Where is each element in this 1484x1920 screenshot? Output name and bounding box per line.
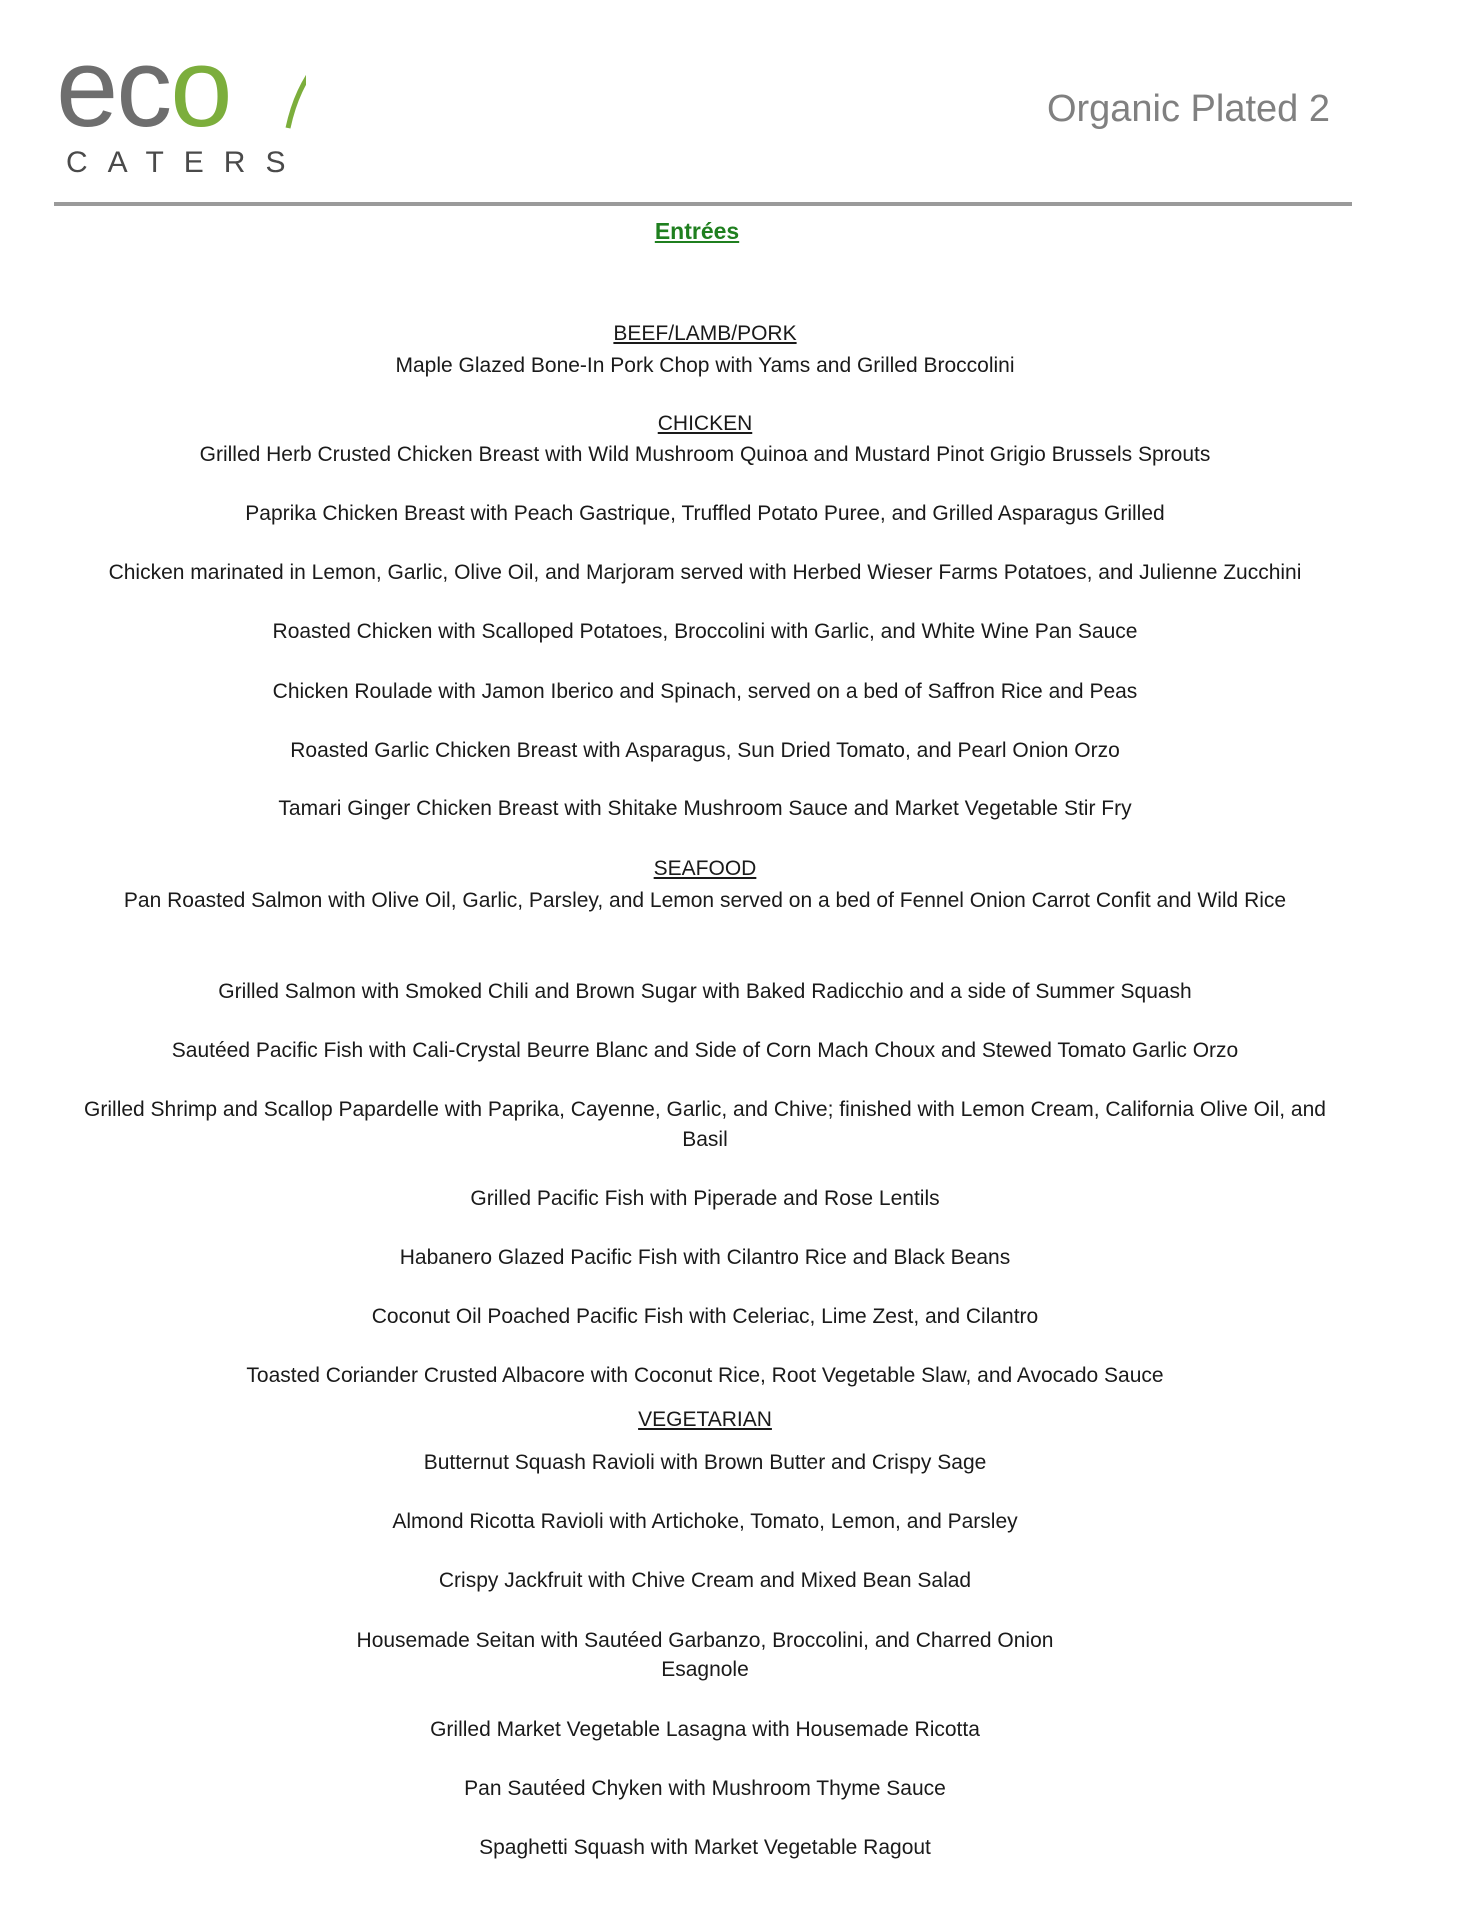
eco-caters-logo (56, 25, 306, 180)
header-divider (54, 202, 1352, 206)
menu-item: Roasted Chicken with Scalloped Potatoes, Broccolini with Garlic, and White Wine Pan Sauce (272, 620, 1138, 643)
menu-item-continuation: Esagnole (661, 1658, 749, 1681)
menu-item: Housemade Seitan with Sautéed Garbanzo, Broccolini, and Charred Onion (356, 1629, 1054, 1652)
logo-wordmark: eco (56, 25, 231, 150)
menu-item: Spaghetti Squash with Market Vegetable Ragout (479, 1836, 931, 1859)
menu-item: Butternut Squash Ravioli with Brown Butter and Crispy Sage (423, 1451, 987, 1474)
logo-subtext: CATERS (66, 146, 306, 179)
menu-item: Tamari Ginger Chicken Breast with Shitake Mushroom Sauce and Market Vegetable Stir Fry (278, 797, 1132, 820)
leaf-sprout-icon (56, 50, 306, 180)
menu-item: Grilled Market Vegetable Lasagna with Housemade Ricotta (430, 1718, 980, 1741)
menu-item: Habanero Glazed Pacific Fish with Cilantro Rice and Black Beans (399, 1246, 1011, 1269)
category-heading-chicken: CHICKEN (657, 412, 753, 435)
menu-item: Maple Glazed Bone-In Pork Chop with Yams and Grilled Broccolini (395, 354, 1015, 377)
menu-item: Coconut Oil Poached Pacific Fish with Celeriac, Lime Zest, and Cilantro (371, 1305, 1039, 1328)
menu-item: Paprika Chicken Breast with Peach Gastrique, Truffled Potato Puree, and Grilled Asparagus Grilled (245, 502, 1165, 525)
menu-item: Grilled Pacific Fish with Piperade and Rose Lentils (470, 1187, 940, 1210)
menu-item: Roasted Garlic Chicken Breast with Asparagus, Sun Dried Tomato, and Pearl Onion Orzo (290, 739, 1120, 762)
menu-item: Pan Roasted Salmon with Olive Oil, Garlic, Parsley, and Lemon served on a bed of Fennel Onion Carrot Confit and Wild Rice (123, 889, 1287, 912)
menu-item: Toasted Coriander Crusted Albacore with Coconut Rice, Root Vegetable Slaw, and Avocado Sauce (246, 1364, 1164, 1387)
menu-item: Crispy Jackfruit with Chive Cream and Mixed Bean Salad (438, 1569, 972, 1592)
document-title: Organic Plated 2 (1046, 88, 1330, 130)
category-heading-beef-lamb-pork: BEEF/LAMB/PORK (613, 322, 797, 345)
menu-item-continuation: Basil (682, 1128, 728, 1151)
category-heading-seafood: SEAFOOD (653, 857, 757, 880)
section-title-entrees: Entrées (654, 218, 740, 244)
menu-item: Chicken marinated in Lemon, Garlic, Olive Oil, and Marjoram served with Herbed Wieser Farms Potatoes, and Julienne Zucchini (108, 561, 1302, 584)
menu-item: Chicken Roulade with Jamon Iberico and Spinach, served on a bed of Saffron Rice and Peas (272, 680, 1138, 703)
menu-item: Grilled Shrimp and Scallop Papardelle with Paprika, Cayenne, Garlic, and Chive; finished with Lemon Cream, California Olive Oil, and (84, 1098, 1326, 1121)
category-heading-vegetarian: VEGETARIAN (638, 1408, 772, 1431)
menu-item: Sautéed Pacific Fish with Cali-Crystal Beurre Blanc and Side of Corn Mach Choux and Stewed Tomato Garlic Orzo (171, 1039, 1239, 1062)
menu-item: Grilled Salmon with Smoked Chili and Brown Sugar with Baked Radicchio and a side of Summer Squash (218, 980, 1192, 1003)
menu-item: Almond Ricotta Ravioli with Artichoke, Tomato, Lemon, and Parsley (392, 1510, 1018, 1533)
menu-item: Pan Sautéed Chyken with Mushroom Thyme Sauce (464, 1777, 946, 1800)
menu-item: Grilled Herb Crusted Chicken Breast with Wild Mushroom Quinoa and Mustard Pinot Grigio Brussels Sprouts (199, 443, 1211, 466)
